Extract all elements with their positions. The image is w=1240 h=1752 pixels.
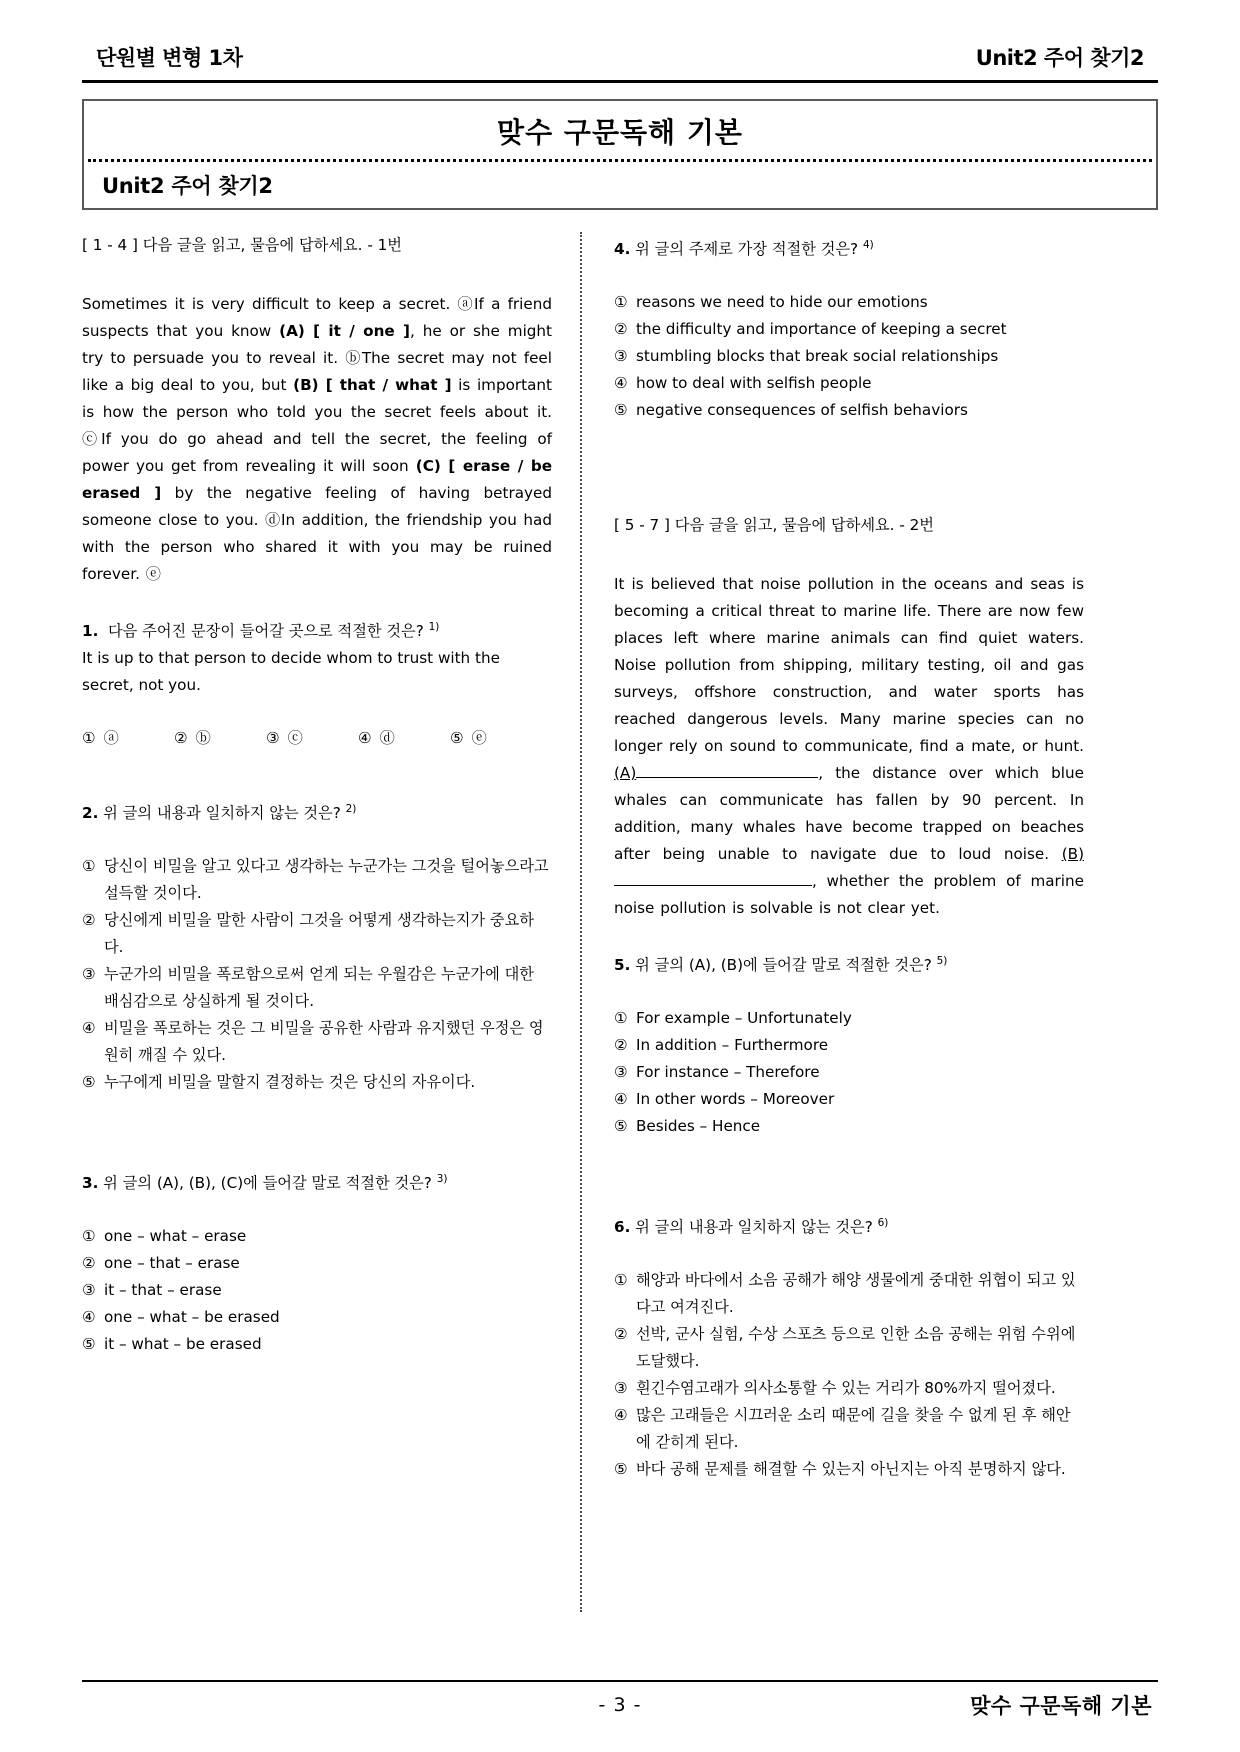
choice-item[interactable] bbox=[614, 1059, 1084, 1086]
question-4-choices bbox=[614, 289, 1084, 424]
choice-marker: ① bbox=[614, 1009, 628, 1028]
unit-subtitle: Unit2 주어 찾기2 bbox=[102, 174, 273, 198]
choice-marker: ⑤ bbox=[82, 1073, 96, 1092]
question-1-footnote: 1) bbox=[428, 621, 440, 633]
choice-item[interactable] bbox=[174, 725, 266, 752]
choice-text: one – that – erase bbox=[104, 1254, 240, 1273]
page-title: 맞수 구문독해 기본 bbox=[497, 116, 743, 149]
choice-marker: ① bbox=[82, 1227, 96, 1246]
header-rule bbox=[82, 80, 1158, 83]
choice-marker: ② bbox=[82, 911, 96, 930]
choice-text: it – that – erase bbox=[104, 1281, 222, 1300]
footer-rule bbox=[82, 1680, 1158, 1682]
choice-marker: ③ bbox=[614, 347, 628, 366]
choice-text: For example – Unfortunately bbox=[636, 1009, 852, 1028]
directive-1: [ 1 - 4 ] 다음 글을 읽고, 물음에 답하세요. - 1번 bbox=[82, 236, 402, 254]
choice-text: negative consequences of selfish behaviors bbox=[636, 401, 968, 420]
choice-text: one – what – erase bbox=[104, 1227, 247, 1246]
question-5-footnote: 5) bbox=[936, 955, 948, 968]
choice-item[interactable] bbox=[82, 1250, 552, 1277]
running-head-left: 단원별 변형 1차 bbox=[96, 46, 243, 70]
question-6-number: 6. bbox=[614, 1218, 631, 1237]
choice-marker: ② bbox=[614, 320, 628, 339]
choice-item[interactable] bbox=[82, 1304, 552, 1331]
choice-text: how to deal with selfish people bbox=[636, 374, 872, 393]
passage-1-part-1: Sometimes it is very difficult to keep a secret. ⓐIf a friend suspects that you know bbox=[82, 295, 552, 340]
choice-text: Besides – Hence bbox=[636, 1117, 761, 1136]
choice-text: 흰긴수염고래가 의사소통할 수 있는 거리가 80%까지 떨어졌다. bbox=[636, 1379, 1056, 1398]
choice-text: 비밀을 폭로하는 것은 그 비밀을 공유한 사람과 유지했던 우정은 영원히 깨질 수 있다. bbox=[104, 1019, 544, 1065]
choice-item[interactable] bbox=[614, 343, 1084, 370]
blank-a-line1 bbox=[636, 777, 740, 778]
choice-item[interactable] bbox=[614, 289, 1084, 316]
choice-text: 해양과 바다에서 소음 공해가 해양 생물에게 중대한 위협이 되고 있다고 여겨진다. bbox=[636, 1271, 1076, 1317]
choice-item[interactable] bbox=[82, 907, 552, 961]
question-3-text: 위 글의 (A), (B), (C)에 들어갈 말로 적절한 것은? bbox=[103, 1174, 432, 1193]
passage-1-bold-b: (B) [ that / what ] bbox=[293, 376, 452, 394]
choice-text: For instance – Therefore bbox=[636, 1063, 820, 1082]
choice-marker: ④ bbox=[614, 374, 628, 393]
passage-2 bbox=[614, 571, 1084, 922]
choice-item[interactable] bbox=[82, 1277, 552, 1304]
choice-text: stumbling blocks that break social relationships bbox=[636, 347, 999, 366]
choice-marker: ③ bbox=[82, 1281, 96, 1300]
choice-item[interactable] bbox=[614, 316, 1084, 343]
choice-item[interactable] bbox=[82, 1331, 552, 1358]
passage-2-part-3: , whether the problem of marine noise pollution is solvable is not clear yet. bbox=[614, 872, 1084, 918]
choice-text: In addition – Furthermore bbox=[636, 1036, 829, 1055]
choice-text: ⓒ bbox=[287, 729, 303, 748]
choice-marker: ① bbox=[614, 293, 628, 312]
question-6-footnote: 6) bbox=[877, 1217, 889, 1230]
choice-item[interactable] bbox=[82, 725, 174, 752]
question-1-choices bbox=[82, 725, 552, 752]
choice-marker: ② bbox=[174, 729, 188, 748]
question-2-text: 위 글의 내용과 일치하지 않는 것은? bbox=[103, 804, 341, 823]
question-3-number: 3. bbox=[82, 1174, 99, 1193]
choice-item[interactable] bbox=[82, 1223, 552, 1250]
choice-text: ⓐ bbox=[103, 729, 119, 748]
choice-marker: ⑤ bbox=[614, 1117, 628, 1136]
question-2-number: 2. bbox=[82, 804, 99, 823]
choice-marker: ① bbox=[82, 857, 96, 876]
choice-item[interactable] bbox=[358, 725, 450, 752]
choice-text: the difficulty and importance of keeping a secret bbox=[636, 320, 1007, 339]
choice-item[interactable] bbox=[450, 725, 542, 752]
choice-item[interactable] bbox=[82, 961, 552, 1015]
choice-text: 당신이 비밀을 알고 있다고 생각하는 누군가는 그것을 털어놓으라고 설득할 것이다. bbox=[104, 857, 549, 903]
choice-marker: ④ bbox=[358, 729, 372, 748]
choice-item[interactable] bbox=[614, 1321, 1084, 1375]
title-box bbox=[82, 99, 1158, 210]
content-columns bbox=[82, 232, 1158, 1612]
question-5-text: 위 글의 (A), (B)에 들어갈 말로 적절한 것은? bbox=[635, 956, 932, 975]
choice-item[interactable] bbox=[82, 1069, 552, 1096]
right-column bbox=[612, 232, 1084, 1612]
question-3-choices bbox=[82, 1223, 552, 1358]
question-1-number: 1. bbox=[82, 622, 99, 641]
choice-text: ⓓ bbox=[379, 729, 395, 748]
question-1-given-sentence: It is up to that person to decide whom to trust with the secret, not you. bbox=[82, 649, 500, 695]
question-4-text: 위 글의 주제로 가장 적절한 것은? bbox=[635, 240, 859, 259]
choice-text: 누군가의 비밀을 폭로함으로써 얻게 되는 우월감은 누군가에 대한 배심감으로 상실하게 될 것이다. bbox=[104, 965, 534, 1011]
question-6-stem bbox=[614, 1210, 1084, 1241]
question-6-choices bbox=[614, 1267, 1084, 1483]
choice-text: 바다 공해 문제를 해결할 수 있는지 아닌지는 아직 분명하지 않다. bbox=[636, 1460, 1066, 1479]
question-2-footnote: 2) bbox=[345, 803, 357, 816]
choice-text: one – what – be erased bbox=[104, 1308, 280, 1327]
running-head bbox=[82, 42, 1158, 80]
passage-1-bold-a: (A) [ it / one ] bbox=[279, 322, 410, 340]
choice-marker: ⑤ bbox=[614, 401, 628, 420]
question-1-stem bbox=[82, 614, 552, 645]
choice-item[interactable] bbox=[82, 1015, 552, 1069]
choice-text: 누구에게 비밀을 말할지 결정하는 것은 당신의 자유이다. bbox=[104, 1073, 476, 1092]
choice-item[interactable] bbox=[614, 370, 1084, 397]
question-2-stem bbox=[82, 796, 552, 827]
choice-text: 당신에게 비밀을 말한 사람이 그것을 어떻게 생각하는지가 중요하다. bbox=[104, 911, 534, 957]
choice-text: 많은 고래들은 시끄러운 소리 때문에 길을 찾을 수 없게 된 후 해안에 갇히게 된다. bbox=[636, 1406, 1071, 1452]
passage-1-part-3: is important is how the person who told you the secret feels about it. ⓒIf you do go ahead and tell the secret, the feeling of power you get from revealing it will soon bbox=[82, 376, 552, 475]
question-3-stem bbox=[82, 1166, 552, 1197]
choice-item[interactable] bbox=[82, 853, 552, 907]
choice-item[interactable] bbox=[614, 1267, 1084, 1321]
choice-marker: ③ bbox=[614, 1379, 628, 1398]
passage-1-part-2: , he or she might try to persuade you to reveal it. ⓑThe secret may not feel like a big deal to you, but bbox=[82, 322, 553, 394]
choice-item[interactable] bbox=[266, 725, 358, 752]
choice-marker: ④ bbox=[614, 1090, 628, 1109]
choice-marker: ④ bbox=[82, 1308, 96, 1327]
question-4-footnote: 4) bbox=[862, 239, 874, 251]
passage-1-bold-c: (C) [ erase / be erased ] bbox=[82, 457, 552, 502]
choice-marker: ④ bbox=[614, 1406, 628, 1425]
choice-item[interactable] bbox=[614, 1375, 1084, 1402]
choice-text: reasons we need to hide our emotions bbox=[636, 293, 928, 312]
passage-2-marker-b: (B) bbox=[1061, 845, 1084, 864]
choice-marker: ② bbox=[82, 1254, 96, 1273]
question-3-footnote: 3) bbox=[436, 1173, 448, 1186]
column-divider bbox=[580, 232, 612, 1612]
page-number: - 3 - bbox=[598, 1694, 642, 1716]
choice-marker: ⑤ bbox=[450, 729, 464, 748]
question-4-number: 4. bbox=[614, 240, 631, 259]
passage-1-part-4: by the negative feeling of having betrayed someone close to you. ⓓIn addition, the friendship you had with the person who shared it with you may be ruined forever. ⓔ bbox=[82, 484, 552, 583]
choice-marker: ② bbox=[614, 1325, 628, 1344]
running-head-right: Unit2 주어 찾기2 bbox=[975, 46, 1144, 70]
choice-item[interactable] bbox=[614, 1005, 1084, 1032]
choice-text: 선박, 군사 실험, 수상 스포츠 등으로 인한 소음 공해는 위험 수위에 도달했다. bbox=[636, 1325, 1076, 1371]
blank-b-line2 bbox=[690, 885, 812, 886]
choice-marker: ⑤ bbox=[614, 1460, 628, 1479]
choice-text: it – what – be erased bbox=[104, 1335, 262, 1354]
question-2-choices bbox=[82, 853, 552, 1096]
choice-text: In other words – Moreover bbox=[636, 1090, 835, 1109]
choice-item[interactable] bbox=[614, 1032, 1084, 1059]
passage-2-part-1: It is believed that noise pollution in the oceans and seas is becoming a critical threat to marine life. There are now few places left where marine animals can find quiet waters. Noise pollution from shipping, military testing, oil and gas surveys, offshore construction, and water sports has reached dangerous levels. Many marine species can no longer rely on sound to communicate, find a mate, or hunt. bbox=[614, 575, 1084, 756]
choice-marker: ③ bbox=[614, 1063, 628, 1082]
choice-item[interactable] bbox=[614, 1086, 1084, 1113]
question-4-stem bbox=[614, 232, 1084, 263]
choice-marker: ① bbox=[82, 729, 96, 748]
passage-2-marker-a: (A) bbox=[614, 764, 637, 783]
choice-text: ⓔ bbox=[471, 729, 487, 748]
choice-item[interactable] bbox=[614, 1402, 1084, 1456]
blank-b-line1 bbox=[614, 885, 690, 886]
choice-item[interactable] bbox=[614, 1456, 1084, 1483]
passage-2-part-2: , the distance over which blue whales can communicate has fallen by 90 percent. In addition, many whales have become trapped on beaches after being unable to navigate due to loud noise. bbox=[614, 764, 1084, 864]
choice-marker: ③ bbox=[266, 729, 280, 748]
choice-marker: ④ bbox=[82, 1019, 96, 1038]
question-5-stem bbox=[614, 948, 1084, 979]
choice-text: ⓑ bbox=[195, 729, 211, 748]
choice-marker: ① bbox=[614, 1271, 628, 1290]
choice-marker: ⑤ bbox=[82, 1335, 96, 1354]
choice-marker: ② bbox=[614, 1036, 628, 1055]
choice-marker: ③ bbox=[82, 965, 96, 984]
question-5-number: 5. bbox=[614, 956, 631, 975]
question-1-text: 다음 주어진 문장이 들어갈 곳으로 적절한 것은? bbox=[108, 622, 424, 641]
left-column bbox=[82, 232, 566, 1612]
question-6-text: 위 글의 내용과 일치하지 않는 것은? bbox=[635, 1218, 873, 1237]
blank-a-line2 bbox=[740, 777, 818, 778]
footer-brand: 맞수 구문독해 기본 bbox=[970, 1694, 1152, 1718]
choice-item[interactable] bbox=[614, 1113, 1084, 1140]
directive-2: [ 5 - 7 ] 다음 글을 읽고, 물음에 답하세요. - 2번 bbox=[614, 516, 934, 535]
passage-1 bbox=[82, 291, 552, 588]
question-5-choices bbox=[614, 1005, 1084, 1140]
choice-item[interactable] bbox=[614, 397, 1084, 424]
page-footer bbox=[82, 1680, 1158, 1720]
